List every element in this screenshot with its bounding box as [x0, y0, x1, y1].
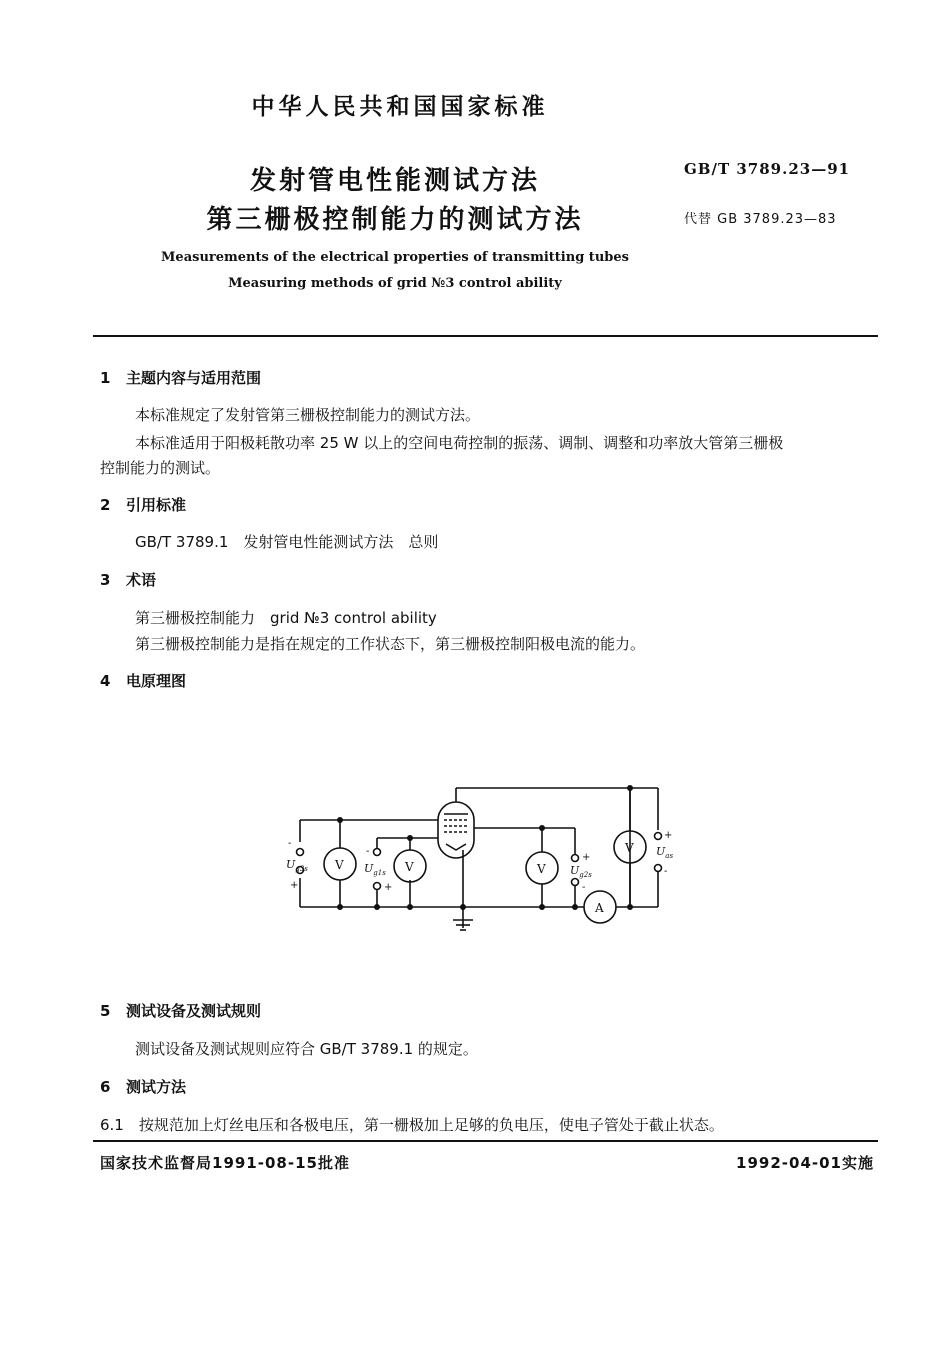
section-1-para-1: 本标准规定了发射管第三栅极控制能力的测试方法。 — [135, 406, 481, 424]
sign-g2-minus: - — [582, 882, 586, 893]
clause-6-1: 6.1 按规范加上灯丝电压和各极电压，第一栅极加上足够的负电压，使电子管处于截止状态。 — [100, 1116, 724, 1134]
sign-g1-minus: - — [366, 846, 370, 857]
standard-code: GB/T 3789.23—91 — [684, 160, 851, 178]
title-line-2: 第三栅极控制能力的测试方法 — [206, 205, 584, 235]
section-2-heading: 2 引用标准 — [100, 496, 187, 514]
sign-a-minus: - — [664, 866, 668, 877]
circuit-diagram — [270, 780, 690, 950]
section-5-heading: 5 测试设备及测试规则 — [100, 1002, 262, 1020]
meter-v-g2: V — [537, 862, 546, 876]
bottom-rule — [93, 1140, 878, 1142]
sign-g3-plus: + — [290, 880, 299, 891]
sign-g1-plus: + — [384, 882, 393, 893]
section-3-para-1: 第三栅极控制能力 grid №3 control ability — [135, 609, 437, 627]
top-rule — [93, 335, 878, 337]
label-ug1s: $U_{g1s}$ — [364, 862, 386, 877]
label-uas: $U_{as}$ — [656, 845, 674, 860]
section-3-heading: 3 术语 — [100, 571, 157, 589]
section-2-para-1: GB/T 3789.1 发射管电性能测试方法 总则 — [135, 533, 439, 551]
meter-v-anode: V — [625, 841, 634, 855]
section-3-para-2: 第三栅极控制能力是指在规定的工作状态下，第三栅极控制阳极电流的能力。 — [135, 635, 646, 653]
section-4-heading: 4 电原理图 — [100, 672, 187, 690]
replaces-code: 代替 GB 3789.23—83 — [684, 212, 837, 227]
sign-a-plus: + — [664, 830, 673, 841]
label-ug2s: $U_{g2s}$ — [570, 864, 592, 879]
approval-date: 国家技术监督局1991-08-15批准 — [100, 1154, 350, 1172]
sign-g2-plus: + — [582, 852, 591, 863]
meter-v-g1: V — [405, 860, 414, 874]
section-6-heading: 6 测试方法 — [100, 1078, 187, 1096]
meter-a-anode: A — [595, 901, 604, 915]
section-5-para-1: 测试设备及测试规则应符合 GB/T 3789.1 的规定。 — [135, 1040, 478, 1058]
national-standard-header: 中华人民共和国国家标准 — [251, 94, 549, 120]
title-line-1: 发射管电性能测试方法 — [249, 166, 540, 196]
section-1-heading: 1 主题内容与适用范围 — [100, 369, 262, 387]
effective-date: 1992-04-01实施 — [736, 1154, 874, 1172]
english-title-2: Measuring methods of grid №3 control ability — [228, 276, 562, 291]
section-1-para-3: 控制能力的测试。 — [100, 459, 221, 477]
english-title-1: Measurements of the electrical properties of transmitting tubes — [161, 250, 629, 265]
label-ug3s: $U_{g3s}$ — [286, 858, 308, 873]
meter-v-g3: V — [335, 858, 344, 872]
section-1-para-2: 本标准适用于阳极耗散功率 25 W 以上的空间电荷控制的振荡、调制、调整和功率放大管第三栅极 — [135, 434, 784, 452]
sign-g3-minus: - — [288, 838, 292, 849]
